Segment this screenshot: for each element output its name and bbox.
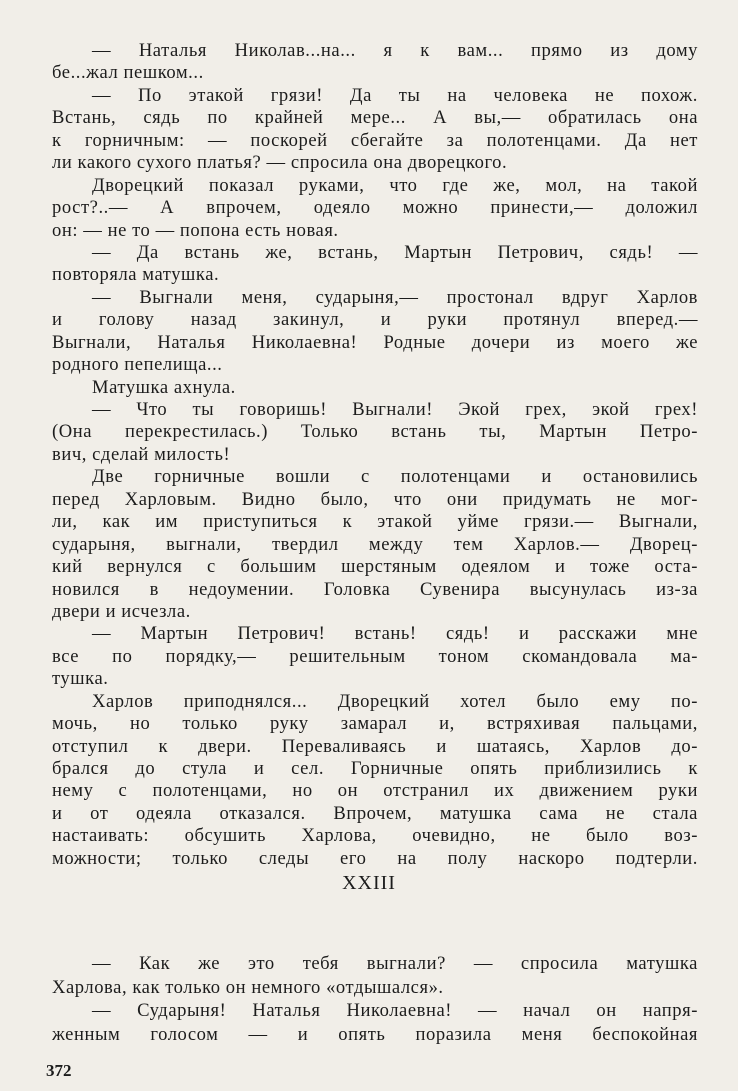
chapter-text-block [52,952,698,1046]
text-line: настаивать: обсушить Харлова, очевидно, не было воз- [52,825,698,847]
text-line: можности; только следы его на полу наскоро подтерли. [52,847,698,869]
text-line: нему с полотенцами, но он отстранил их движением руки [52,780,698,802]
text-line: родного пепелища... [52,354,223,376]
text-line: сударыня, выгнали, твердил между тем Харлов.— Дворец- [52,533,698,555]
chapter-title: XXIII [342,872,396,894]
text-line: Матушка ахнула. [92,376,236,398]
text-line: — Что ты говоришь! Выгнали! Экой грех, экой грех! [92,399,698,420]
text-line: Встань, сядь по крайней мере... А вы,— обратилась она [52,107,698,129]
text-line: все по порядку,— решительным тоном скомандовала ма- [52,645,698,667]
text-line: рост?..— А впрочем, одеяло можно принести,— доложил [52,197,698,219]
text-line: — Наталья Николав...на... я к вам... прямо из дому [92,40,698,61]
text-line: — Да встань же, встань, Мартын Петрович, сядь! — [92,241,698,263]
text-line: он: — не то — попона есть новая. [52,219,339,241]
text-line: — Сударыня! Наталья Николаевна! — начал он напря- [92,1000,698,1021]
text-line: ли какого сухого платья? — спросила она дворецкого. [52,152,508,174]
text-line: вич, сделай милость! [52,443,231,465]
text-line: (Она перекрестилась.) Только встань ты, Мартын Петро- [52,421,698,443]
text-line: бе...жал пешком... [52,62,204,84]
text-line: повторяла матушка. [52,264,220,286]
text-line: тушка. [52,668,109,690]
text-line: и от одеяла отказался. Впрочем, матушка сама не стала [52,802,698,824]
text-line: перед Харловым. Видно было, что они придумать не мог- [52,488,698,510]
text-line: отступил к двери. Переваливаясь и шатаясь, Харлов до- [52,735,698,757]
text-line: кий вернулся с большим шерстяным одеялом и тоже оста- [52,556,698,578]
text-line: Харлова, как только он немного «отдышался». [52,976,444,998]
main-text-block [52,40,698,870]
text-line: и голову назад закинул, и руки протянул вперед.— [52,309,698,331]
text-line: Дворецкий показал руками, что где же, мол, на такой [92,174,698,196]
text-line: мочь, но только руку замарал и, встряхивая пальцами, [52,713,698,735]
text-line: к горничным: — поскорей сбегайте за полотенцами. Да нет [52,129,698,151]
text-line: Две горничные вошли с полотенцами и остановились [92,466,698,488]
text-line: — По этакой грязи! Да ты на человека не похож. [92,84,698,106]
text-line: Выгнали, Наталья Николаевна! Родные дочери из моего же [52,331,698,353]
text-line: брался до стула и сел. Горничные опять приблизились к [52,758,698,779]
page-number: 372 [46,1061,72,1080]
text-line: — Мартын Петрович! встань! сядь! и расскажи мне [92,623,698,645]
text-line: женным голосом — и опять поразила меня беспокойная [52,1023,698,1045]
text-line: — Выгнали меня, сударыня,— простонал вдруг Харлов [92,286,698,308]
text-line: новился в недоумении. Головка Сувенира высунулась из-за [52,578,698,600]
text-line: — Как же это тебя выгнали? — спросила матушка [92,953,698,974]
text-line: ли, как им приступиться к этакой уйме грязи.— Выгнали, [52,511,698,533]
text-line: двери и исчезла. [52,600,191,622]
text-line: Харлов приподнялся... Дворецкий хотел было ему по- [92,690,698,712]
